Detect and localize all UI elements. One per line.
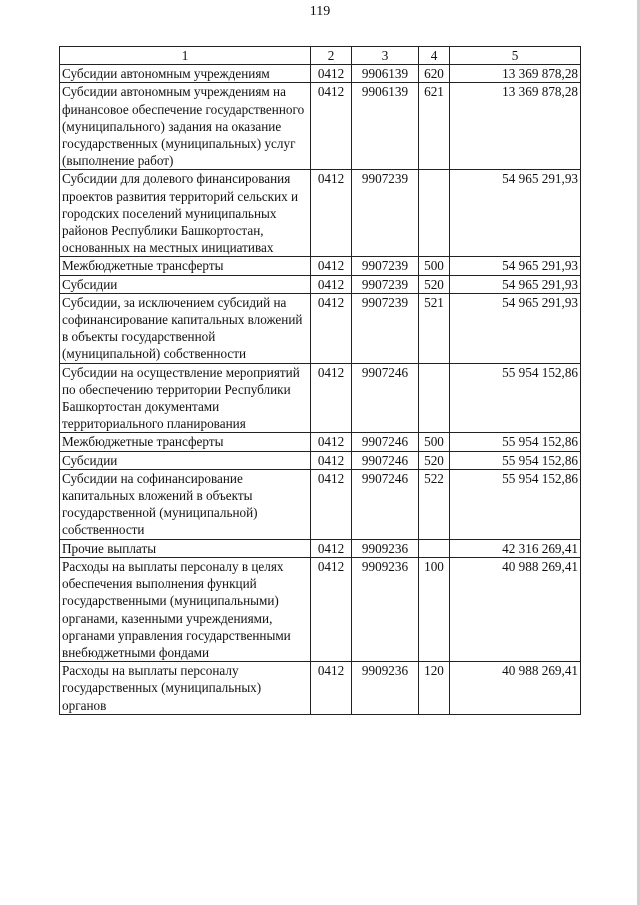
row-section: 0412 <box>311 469 352 539</box>
row-target: 9907246 <box>352 469 419 539</box>
table-row <box>60 469 581 539</box>
row-section: 0412 <box>311 275 352 293</box>
row-name: Субсидии для долевого финансирования проектов развития территорий сельских и городских поселений муниципальных районов Республики Башкортостан, основанных на местных инициативах <box>60 170 311 257</box>
table-row <box>60 293 581 363</box>
row-amount: 13 369 878,28 <box>450 83 581 170</box>
row-amount: 54 965 291,93 <box>450 293 581 363</box>
row-name: Субсидии автономным учреждениям <box>60 65 311 83</box>
row-expense-type: 520 <box>419 275 450 293</box>
table-row <box>60 83 581 170</box>
row-target: 9906139 <box>352 65 419 83</box>
row-target: 9907246 <box>352 451 419 469</box>
row-expense-type: 120 <box>419 662 450 715</box>
row-name: Межбюджетные трансферты <box>60 433 311 451</box>
header-col-1: 1 <box>60 47 311 65</box>
row-name: Субсидии автономным учреждениям на финансовое обеспечение государственного (муниципального) задания на оказание государственных (муниципальных) услуг (выполнение работ) <box>60 83 311 170</box>
row-section: 0412 <box>311 662 352 715</box>
row-name: Субсидии <box>60 275 311 293</box>
table-row <box>60 557 581 661</box>
table-row <box>60 539 581 557</box>
row-section: 0412 <box>311 363 352 433</box>
row-name: Расходы на выплаты персоналу государственных (муниципальных) органов <box>60 662 311 715</box>
row-expense-type: 500 <box>419 433 450 451</box>
table-row <box>60 451 581 469</box>
table-row <box>60 363 581 433</box>
row-target: 9906139 <box>352 83 419 170</box>
row-amount: 55 954 152,86 <box>450 451 581 469</box>
row-expense-type <box>419 170 450 257</box>
row-name: Субсидии <box>60 451 311 469</box>
budget-table <box>59 46 581 715</box>
row-amount: 54 965 291,93 <box>450 170 581 257</box>
row-amount: 40 988 269,41 <box>450 662 581 715</box>
row-section: 0412 <box>311 83 352 170</box>
row-name: Прочие выплаты <box>60 539 311 557</box>
row-amount: 42 316 269,41 <box>450 539 581 557</box>
table-header-row <box>60 47 581 65</box>
table-row <box>60 275 581 293</box>
row-name: Расходы на выплаты персоналу в целях обеспечения выполнения функций государственными (муниципальными) органами, казенными учреждениями, органами управления государственными внебюджетными фондами <box>60 557 311 661</box>
row-amount: 54 965 291,93 <box>450 275 581 293</box>
table-row <box>60 433 581 451</box>
row-section: 0412 <box>311 65 352 83</box>
row-expense-type: 621 <box>419 83 450 170</box>
row-amount: 54 965 291,93 <box>450 257 581 275</box>
row-name: Субсидии на софинансирование капитальных вложений в объекты государственной (муниципальной) собственности <box>60 469 311 539</box>
row-expense-type: 500 <box>419 257 450 275</box>
row-expense-type <box>419 363 450 433</box>
row-target: 9907246 <box>352 363 419 433</box>
row-target: 9907239 <box>352 257 419 275</box>
row-expense-type: 521 <box>419 293 450 363</box>
row-target: 9909236 <box>352 539 419 557</box>
row-section: 0412 <box>311 293 352 363</box>
row-target: 9909236 <box>352 662 419 715</box>
row-amount: 55 954 152,86 <box>450 363 581 433</box>
page-number: 119 <box>309 4 331 19</box>
row-amount: 40 988 269,41 <box>450 557 581 661</box>
row-name: Субсидии, за исключением субсидий на софинансирование капитальных вложений в объекты государственной (муниципальной) собственности <box>60 293 311 363</box>
header-col-4: 4 <box>419 47 450 65</box>
header-col-3: 3 <box>352 47 419 65</box>
row-expense-type <box>419 539 450 557</box>
row-expense-type: 520 <box>419 451 450 469</box>
row-name: Субсидии на осуществление мероприятий по обеспечению территории Республики Башкортостан документами территориального планирования <box>60 363 311 433</box>
row-target: 9907239 <box>352 293 419 363</box>
header-col-5: 5 <box>450 47 581 65</box>
row-amount: 55 954 152,86 <box>450 469 581 539</box>
row-target: 9909236 <box>352 557 419 661</box>
row-section: 0412 <box>311 433 352 451</box>
table-row <box>60 170 581 257</box>
row-target: 9907239 <box>352 275 419 293</box>
row-section: 0412 <box>311 539 352 557</box>
row-expense-type: 522 <box>419 469 450 539</box>
row-section: 0412 <box>311 170 352 257</box>
row-amount: 13 369 878,28 <box>450 65 581 83</box>
row-section: 0412 <box>311 451 352 469</box>
row-target: 9907246 <box>352 433 419 451</box>
row-amount: 55 954 152,86 <box>450 433 581 451</box>
row-expense-type: 100 <box>419 557 450 661</box>
table-row <box>60 65 581 83</box>
row-expense-type: 620 <box>419 65 450 83</box>
row-section: 0412 <box>311 557 352 661</box>
table-row <box>60 257 581 275</box>
row-section: 0412 <box>311 257 352 275</box>
table-row <box>60 662 581 715</box>
row-name: Межбюджетные трансферты <box>60 257 311 275</box>
row-target: 9907239 <box>352 170 419 257</box>
header-col-2: 2 <box>311 47 352 65</box>
